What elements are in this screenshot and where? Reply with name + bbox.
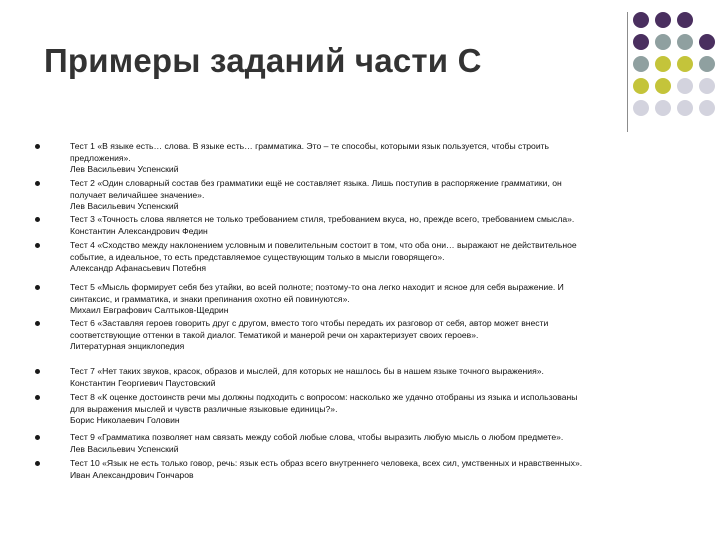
quote-line: Александр Афанасьевич Потебня: [70, 263, 206, 274]
quote-line: соответствующие оттенки в такой диалог. Тематикой и манерой речи он характеризует своих героев».: [70, 329, 479, 340]
bullet-icon: [35, 144, 40, 149]
quote-line: Иван Александрович Гончаров: [70, 469, 194, 480]
quote-text: [70, 392, 690, 427]
bullet-icon: [35, 461, 40, 466]
bullet-icon: [35, 285, 40, 290]
quote-line: событие, а идеальное, то есть представляемое существующим только в мысли говорящего».: [70, 251, 445, 262]
decorative-dot: [677, 56, 693, 72]
quote-line: Борис Николаевич Головин: [70, 415, 180, 426]
quote-line: Тест 3 «Точность слова является не только требованием стиля, требованием вкуса, но, прежде всего, требованием смысла».: [70, 214, 575, 224]
decorative-dot: [633, 78, 649, 94]
quote-line: Тест 2 «Один словарный состав без грамматики ещё не составляет языка. Лишь поступив в распоряжение грамматики, он: [70, 178, 562, 188]
decorative-divider-line: [627, 12, 628, 132]
bullet-icon: [35, 435, 40, 440]
quote-line: Константин Александрович Федин: [70, 225, 208, 236]
bullet-icon: [35, 369, 40, 374]
slide-title: Примеры заданий части С: [44, 42, 482, 79]
quote-line: Тест 5 «Мысль формирует себя без утайки, во всей полноте; поэтому-то она легко находит и ясное для себя выражение. И: [70, 282, 564, 292]
quote-line: Литературная энциклопедия: [70, 341, 185, 352]
quote-line: синтаксис, и грамматика, и знаки препинания охотно ей повинуются».: [70, 293, 350, 304]
quote-line: получает величайшее значение».: [70, 189, 205, 200]
quote-text: [70, 432, 690, 455]
quote-text: [70, 240, 690, 275]
decorative-dot: [655, 12, 671, 28]
decorative-dot: [699, 78, 715, 94]
bullet-icon: [35, 321, 40, 326]
quote-text: [70, 141, 690, 176]
decorative-dot: [677, 34, 693, 50]
quote-text: [70, 366, 690, 389]
quote-line: Тест 10 «Язык не есть только говор, речь: язык есть образ всего внутреннего человека, всех сил, умственных и нравственных».: [70, 458, 583, 468]
quote-line: Михаил Евграфович Салтыков-Щедрин: [70, 305, 229, 316]
quote-text: [70, 318, 690, 353]
quote-line: предложения».: [70, 152, 131, 163]
decorative-dot: [655, 100, 671, 116]
quote-text: [70, 458, 690, 481]
quote-line: Тест 9 «Грамматика позволяет нам связать между собой любые слова, чтобы выразить любую мысль о любом предмете».: [70, 432, 564, 442]
quote-text: [70, 178, 690, 213]
quote-text: [70, 214, 690, 237]
decorative-dot: [633, 100, 649, 116]
decorative-dot: [633, 12, 649, 28]
decorative-dot: [633, 34, 649, 50]
quote-line: для выражения мыслей и чувств различные языковые единицы?».: [70, 403, 338, 414]
bullet-icon: [35, 181, 40, 186]
decorative-dot: [633, 56, 649, 72]
quote-line: Тест 6 «Заставляя героев говорить друг с другом, вместо того чтобы передать их разговор от себя, автор может внести: [70, 318, 549, 328]
decorative-dot: [677, 100, 693, 116]
quote-text: [70, 282, 690, 317]
bullet-icon: [35, 395, 40, 400]
decorative-dot: [655, 78, 671, 94]
decorative-dot: [677, 12, 693, 28]
decorative-dot: [677, 78, 693, 94]
decorative-dot: [699, 56, 715, 72]
quote-line: Константин Георгиевич Паустовский: [70, 377, 216, 388]
quote-line: Лев Васильевич Успенский: [70, 164, 179, 175]
decorative-dot: [655, 34, 671, 50]
decorative-dot: [655, 56, 671, 72]
decorative-dot: [699, 34, 715, 50]
decorative-dot: [699, 100, 715, 116]
quote-line: Тест 4 «Сходство между наклонением условным и повелительным состоит в том, что оба они… выражают не действительное: [70, 240, 577, 250]
quote-line: Тест 8 «К оценке достоинств речи мы должны подходить с вопросом: насколько же удачно отобраны из языка и использованы: [70, 392, 578, 402]
quote-line: Тест 1 «В языке есть… слова. В языке есть… грамматика. Это – те способы, которыми язык пользуется, чтобы строить: [70, 141, 550, 151]
quote-line: Лев Васильевич Успенский: [70, 443, 179, 454]
quote-line: Лев Васильевич Успенский: [70, 201, 179, 212]
quote-line: Тест 7 «Нет таких звуков, красок, образов и мыслей, для которых не нашлось бы в нашем языке точного выражения».: [70, 366, 544, 376]
bullet-icon: [35, 243, 40, 248]
bullet-icon: [35, 217, 40, 222]
